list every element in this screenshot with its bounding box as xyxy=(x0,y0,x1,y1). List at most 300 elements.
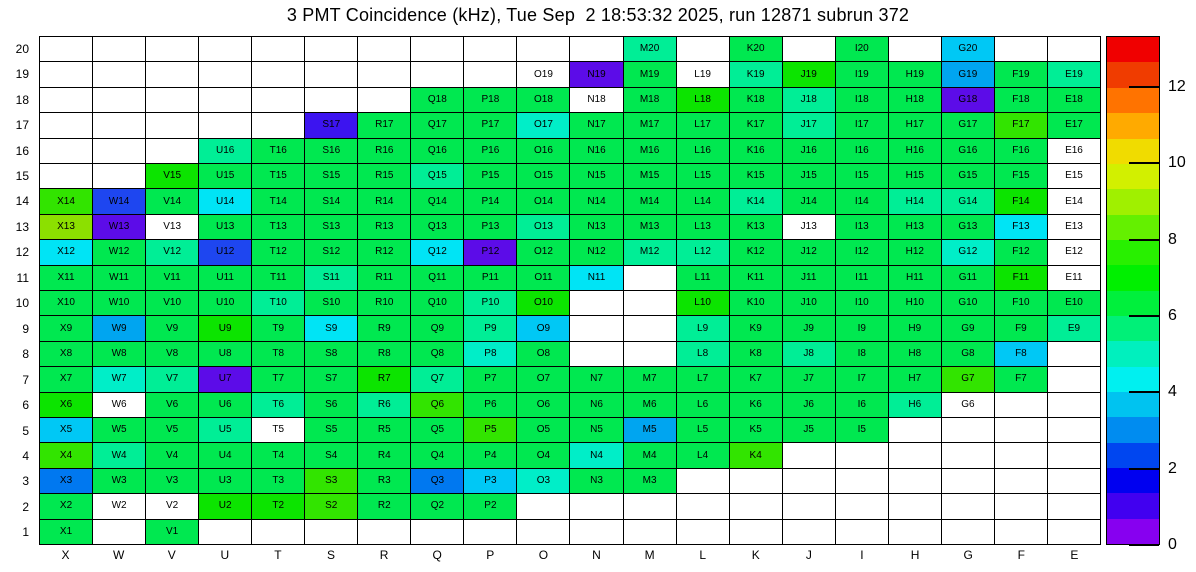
y-axis-label: 15 xyxy=(15,168,29,183)
heatmap-cell: K16 xyxy=(730,139,782,163)
heatmap-cell: S13 xyxy=(305,215,357,239)
heatmap-cell: S16 xyxy=(305,139,357,163)
x-axis-label: F xyxy=(1017,548,1025,562)
heatmap-cell: I17 xyxy=(836,113,888,137)
heatmap-cell: P13 xyxy=(464,215,516,239)
heatmap-cell: W11 xyxy=(93,266,145,290)
heatmap-cell xyxy=(199,520,251,544)
heatmap-cell xyxy=(40,113,92,137)
x-axis-label: Q xyxy=(432,548,442,562)
heatmap-cell xyxy=(1048,342,1100,366)
heatmap-cell: T15 xyxy=(252,164,304,188)
x-axis-label: H xyxy=(910,548,920,562)
heatmap-cell: N14 xyxy=(570,189,622,213)
x-axis-label: R xyxy=(379,548,389,562)
heatmap-cell xyxy=(1048,520,1100,544)
heatmap-cell: K5 xyxy=(730,418,782,442)
heatmap-cell xyxy=(358,62,410,86)
heatmap-cell: W6 xyxy=(93,393,145,417)
heatmap-cell: J18 xyxy=(783,88,835,112)
heatmap-cell: M16 xyxy=(624,139,676,163)
heatmap-cell xyxy=(570,316,622,340)
heatmap-cell: I16 xyxy=(836,139,888,163)
heatmap-cell: V10 xyxy=(146,291,198,315)
heatmap-cell: T12 xyxy=(252,240,304,264)
heatmap-cell: J15 xyxy=(783,164,835,188)
heatmap-cell xyxy=(305,62,357,86)
colorbar-tick xyxy=(1129,86,1159,88)
heatmap-cell: N15 xyxy=(570,164,622,188)
x-axis-label: U xyxy=(220,548,230,562)
heatmap-cell xyxy=(146,88,198,112)
heatmap-cell: F9 xyxy=(995,316,1047,340)
x-axis-label: J xyxy=(805,548,812,562)
heatmap-cell: O8 xyxy=(517,342,569,366)
heatmap-cell xyxy=(40,139,92,163)
heatmap-cell: Q12 xyxy=(411,240,463,264)
heatmap-cell: I20 xyxy=(836,37,888,61)
heatmap-cell: L4 xyxy=(677,443,729,467)
y-axis-label: 12 xyxy=(15,245,29,260)
heatmap-cell: M7 xyxy=(624,367,676,391)
x-axis-label: O xyxy=(538,548,549,562)
heatmap-cell: K15 xyxy=(730,164,782,188)
heatmap-cell: L15 xyxy=(677,164,729,188)
heatmap-cell xyxy=(464,37,516,61)
heatmap-cell: Q4 xyxy=(411,443,463,467)
heatmap-cell: J13 xyxy=(783,215,835,239)
heatmap-cell: G8 xyxy=(942,342,994,366)
heatmap-cell: N5 xyxy=(570,418,622,442)
heatmap-cell: E19 xyxy=(1048,62,1100,86)
heatmap-cell xyxy=(146,139,198,163)
heatmap-cell: R2 xyxy=(358,494,410,518)
heatmap-cell: W14 xyxy=(93,189,145,213)
heatmap-cell: T10 xyxy=(252,291,304,315)
heatmap-cell: T9 xyxy=(252,316,304,340)
heatmap-cell: G16 xyxy=(942,139,994,163)
heatmap-cell: R12 xyxy=(358,240,410,264)
heatmap-cell xyxy=(836,494,888,518)
colorbar-tick-labels xyxy=(1168,36,1196,553)
heatmap-cell: F8 xyxy=(995,342,1047,366)
heatmap-cell: R13 xyxy=(358,215,410,239)
heatmap-cell: H6 xyxy=(889,393,941,417)
y-axis-label: 14 xyxy=(15,194,29,209)
heatmap-cell xyxy=(995,469,1047,493)
heatmap-cell: M20 xyxy=(624,37,676,61)
heatmap-cell: E16 xyxy=(1048,139,1100,163)
heatmap-cell xyxy=(199,62,251,86)
heatmap-cell: T14 xyxy=(252,189,304,213)
heatmap-cell: L16 xyxy=(677,139,729,163)
heatmap-cell: U14 xyxy=(199,189,251,213)
heatmap-cell: W12 xyxy=(93,240,145,264)
heatmap-cell: G11 xyxy=(942,266,994,290)
colorbar-tick xyxy=(1129,468,1159,470)
heatmap-cell: W2 xyxy=(93,494,145,518)
heatmap-cell xyxy=(995,494,1047,518)
heatmap-cell xyxy=(517,494,569,518)
heatmap-cell xyxy=(464,62,516,86)
heatmap-cell: H11 xyxy=(889,266,941,290)
heatmap-cell: E12 xyxy=(1048,240,1100,264)
heatmap-cell xyxy=(889,520,941,544)
heatmap-cell: I8 xyxy=(836,342,888,366)
x-axis-label: X xyxy=(61,548,70,562)
x-axis-label: G xyxy=(963,548,973,562)
heatmap-cell: I5 xyxy=(836,418,888,442)
heatmap-cell: G18 xyxy=(942,88,994,112)
heatmap-cell: I9 xyxy=(836,316,888,340)
colorbar-tick xyxy=(1129,315,1159,317)
heatmap-cell: L14 xyxy=(677,189,729,213)
heatmap-cell: L11 xyxy=(677,266,729,290)
heatmap-cell xyxy=(570,291,622,315)
heatmap-cell: W10 xyxy=(93,291,145,315)
heatmap-cell: F19 xyxy=(995,62,1047,86)
heatmap-cell: K4 xyxy=(730,443,782,467)
heatmap-cell: X7 xyxy=(40,367,92,391)
heatmap-cell: P12 xyxy=(464,240,516,264)
heatmap-cell: X4 xyxy=(40,443,92,467)
heatmap-cell: O13 xyxy=(517,215,569,239)
heatmap-cell: W13 xyxy=(93,215,145,239)
heatmap-cell: P5 xyxy=(464,418,516,442)
colorbar-tick-label: 12 xyxy=(1168,77,1186,95)
heatmap-cell: M15 xyxy=(624,164,676,188)
heatmap-cell: S5 xyxy=(305,418,357,442)
heatmap-cell xyxy=(942,443,994,467)
heatmap-cell: J5 xyxy=(783,418,835,442)
heatmap-cell: K7 xyxy=(730,367,782,391)
x-axis-label: W xyxy=(112,548,125,562)
y-axis-label: 10 xyxy=(15,296,29,311)
heatmap-cell: N13 xyxy=(570,215,622,239)
heatmap-cell: K8 xyxy=(730,342,782,366)
heatmap-cell: J11 xyxy=(783,266,835,290)
heatmap-cell xyxy=(783,37,835,61)
heatmap-cell xyxy=(1048,367,1100,391)
heatmap-cell: N16 xyxy=(570,139,622,163)
heatmap-cell: J7 xyxy=(783,367,835,391)
y-axis-label: 17 xyxy=(15,118,29,133)
heatmap-cell: N11 xyxy=(570,266,622,290)
heatmap-cell: E11 xyxy=(1048,266,1100,290)
heatmap-cell xyxy=(305,88,357,112)
heatmap-cell: K18 xyxy=(730,88,782,112)
heatmap-cell: F11 xyxy=(995,266,1047,290)
heatmap-cell: F17 xyxy=(995,113,1047,137)
heatmap-cell: P7 xyxy=(464,367,516,391)
heatmap-cell xyxy=(730,520,782,544)
colorbar-tick-label: 10 xyxy=(1168,154,1186,172)
heatmap-cell xyxy=(995,37,1047,61)
heatmap-cell: P9 xyxy=(464,316,516,340)
y-axis-label: 2 xyxy=(22,499,29,514)
heatmap-cell: M3 xyxy=(624,469,676,493)
y-axis-label: 5 xyxy=(22,423,29,438)
heatmap-cell: H16 xyxy=(889,139,941,163)
heatmap-cell: I15 xyxy=(836,164,888,188)
heatmap-cell: S7 xyxy=(305,367,357,391)
heatmap-cell: S15 xyxy=(305,164,357,188)
heatmap-cell xyxy=(624,494,676,518)
heatmap-cell xyxy=(730,469,782,493)
heatmap-cell: G9 xyxy=(942,316,994,340)
heatmap-cell: Q14 xyxy=(411,189,463,213)
heatmap-cell xyxy=(305,520,357,544)
heatmap-cell: I7 xyxy=(836,367,888,391)
heatmap-cell: X12 xyxy=(40,240,92,264)
heatmap-cell: S17 xyxy=(305,113,357,137)
heatmap-cell: R11 xyxy=(358,266,410,290)
heatmap-plot-area xyxy=(39,36,1101,545)
heatmap-cell: G17 xyxy=(942,113,994,137)
heatmap-cell: X14 xyxy=(40,189,92,213)
heatmap-cell: Q8 xyxy=(411,342,463,366)
heatmap-cell: G20 xyxy=(942,37,994,61)
y-axis-label: 20 xyxy=(15,41,29,56)
heatmap-cell: Q17 xyxy=(411,113,463,137)
heatmap-cell: K6 xyxy=(730,393,782,417)
heatmap-cell: U7 xyxy=(199,367,251,391)
heatmap-cell: K9 xyxy=(730,316,782,340)
heatmap-cell xyxy=(146,62,198,86)
heatmap-cell: P17 xyxy=(464,113,516,137)
heatmap-cell: N18 xyxy=(570,88,622,112)
y-axis-label: 7 xyxy=(22,372,29,387)
heatmap-cell xyxy=(252,520,304,544)
heatmap-cell xyxy=(624,520,676,544)
heatmap-cell: L12 xyxy=(677,240,729,264)
heatmap-cell xyxy=(199,88,251,112)
heatmap-cell: N12 xyxy=(570,240,622,264)
heatmap-cell: Q15 xyxy=(411,164,463,188)
heatmap-cell: O16 xyxy=(517,139,569,163)
heatmap-cell: R5 xyxy=(358,418,410,442)
heatmap-cell: L13 xyxy=(677,215,729,239)
heatmap-cell: R10 xyxy=(358,291,410,315)
heatmap-cell: H14 xyxy=(889,189,941,213)
heatmap-cell: I6 xyxy=(836,393,888,417)
heatmap-cell: V4 xyxy=(146,443,198,467)
heatmap-cell xyxy=(995,520,1047,544)
heatmap-cell: U12 xyxy=(199,240,251,264)
heatmap-cell: U4 xyxy=(199,443,251,467)
heatmap-cell xyxy=(570,520,622,544)
heatmap-cell: V6 xyxy=(146,393,198,417)
heatmap-cell xyxy=(995,418,1047,442)
heatmap-cell: V11 xyxy=(146,266,198,290)
heatmap-cell: U2 xyxy=(199,494,251,518)
heatmap-cell: R16 xyxy=(358,139,410,163)
heatmap-cell: G7 xyxy=(942,367,994,391)
heatmap-cell xyxy=(252,113,304,137)
heatmap-cell: H13 xyxy=(889,215,941,239)
x-axis xyxy=(39,548,1101,564)
heatmap-cell: X9 xyxy=(40,316,92,340)
heatmap-cell: X10 xyxy=(40,291,92,315)
heatmap-cell: O9 xyxy=(517,316,569,340)
heatmap-cell xyxy=(570,37,622,61)
y-axis-label: 8 xyxy=(22,347,29,362)
heatmap-cell xyxy=(570,342,622,366)
heatmap-cell: P16 xyxy=(464,139,516,163)
heatmap-cell xyxy=(411,62,463,86)
heatmap-cell xyxy=(889,443,941,467)
y-axis-label: 3 xyxy=(22,474,29,489)
y-axis-label: 11 xyxy=(16,270,29,285)
heatmap-cell: T11 xyxy=(252,266,304,290)
heatmap-cell: T2 xyxy=(252,494,304,518)
x-axis-label: T xyxy=(274,548,282,562)
heatmap-cell: T7 xyxy=(252,367,304,391)
heatmap-cell: I18 xyxy=(836,88,888,112)
x-axis-label: K xyxy=(751,548,760,562)
heatmap-cell: J9 xyxy=(783,316,835,340)
y-axis-label: 13 xyxy=(15,219,29,234)
heatmap-cell: N3 xyxy=(570,469,622,493)
heatmap-cell xyxy=(411,520,463,544)
heatmap-cell: T16 xyxy=(252,139,304,163)
heatmap-cell: L9 xyxy=(677,316,729,340)
heatmap-cell: E10 xyxy=(1048,291,1100,315)
heatmap-cell: T5 xyxy=(252,418,304,442)
heatmap-cell: O18 xyxy=(517,88,569,112)
heatmap-cell: Q3 xyxy=(411,469,463,493)
heatmap-cell: T13 xyxy=(252,215,304,239)
colorbar-tick-label: 6 xyxy=(1168,306,1177,324)
heatmap-cell: M17 xyxy=(624,113,676,137)
heatmap-cell: H9 xyxy=(889,316,941,340)
heatmap-cell: O19 xyxy=(517,62,569,86)
heatmap-cell: P8 xyxy=(464,342,516,366)
heatmap-cell: U5 xyxy=(199,418,251,442)
heatmap-cell xyxy=(93,88,145,112)
heatmap-cell xyxy=(624,266,676,290)
x-axis-label: S xyxy=(327,548,336,562)
heatmap-cell: J16 xyxy=(783,139,835,163)
heatmap-cell xyxy=(358,88,410,112)
heatmap-cell: Q10 xyxy=(411,291,463,315)
heatmap-cell: N6 xyxy=(570,393,622,417)
heatmap-cell: W9 xyxy=(93,316,145,340)
heatmap-cell: F14 xyxy=(995,189,1047,213)
heatmap-cell xyxy=(783,494,835,518)
heatmap-cell: E14 xyxy=(1048,189,1100,213)
y-axis-label: 6 xyxy=(22,398,29,413)
chart-title: 3 PMT Coincidence (kHz), Tue Sep 2 18:53:32 2025, run 12871 subrun 372 xyxy=(286,5,910,25)
heatmap-cell xyxy=(93,62,145,86)
heatmap-cell: G6 xyxy=(942,393,994,417)
x-axis-label: V xyxy=(167,548,176,562)
heatmap-cell: N19 xyxy=(570,62,622,86)
heatmap-cell: L10 xyxy=(677,291,729,315)
heatmap-cell: O6 xyxy=(517,393,569,417)
heatmap-cell: H17 xyxy=(889,113,941,137)
heatmap-cell: I13 xyxy=(836,215,888,239)
heatmap-cell: J19 xyxy=(783,62,835,86)
heatmap-cell: U13 xyxy=(199,215,251,239)
heatmap-cell xyxy=(93,139,145,163)
heatmap-cell: K12 xyxy=(730,240,782,264)
heatmap-cell: H18 xyxy=(889,88,941,112)
heatmap-cell: W8 xyxy=(93,342,145,366)
colorbar-tick xyxy=(1129,391,1159,393)
heatmap-cell: Q18 xyxy=(411,88,463,112)
heatmap-cell xyxy=(199,37,251,61)
heatmap-cell: O3 xyxy=(517,469,569,493)
y-axis-label: 9 xyxy=(22,321,29,336)
heatmap-cell: W3 xyxy=(93,469,145,493)
heatmap-cell: H19 xyxy=(889,62,941,86)
heatmap-cell: N17 xyxy=(570,113,622,137)
heatmap-cell: O14 xyxy=(517,189,569,213)
colorbar-tick-label: 8 xyxy=(1168,230,1177,248)
heatmap-cell: J12 xyxy=(783,240,835,264)
heatmap-cell xyxy=(889,418,941,442)
heatmap-cell xyxy=(40,62,92,86)
heatmap-cell: H7 xyxy=(889,367,941,391)
heatmap-cell: I19 xyxy=(836,62,888,86)
heatmap-cell: M18 xyxy=(624,88,676,112)
heatmap-cell: I10 xyxy=(836,291,888,315)
heatmap-cell: P11 xyxy=(464,266,516,290)
heatmap-cell xyxy=(836,443,888,467)
heatmap-cell xyxy=(889,469,941,493)
heatmap-cell: E17 xyxy=(1048,113,1100,137)
heatmap-cell: X1 xyxy=(40,520,92,544)
heatmap-cell: L5 xyxy=(677,418,729,442)
heatmap-cell xyxy=(464,520,516,544)
heatmap-cell: F12 xyxy=(995,240,1047,264)
heatmap-cell: U8 xyxy=(199,342,251,366)
heatmap-cell: R14 xyxy=(358,189,410,213)
heatmap-cell: V3 xyxy=(146,469,198,493)
heatmap-cell xyxy=(836,469,888,493)
heatmap-cell xyxy=(624,291,676,315)
heatmap-cell xyxy=(677,494,729,518)
heatmap-cell xyxy=(1048,418,1100,442)
heatmap-cell: J6 xyxy=(783,393,835,417)
heatmap-cell xyxy=(252,62,304,86)
heatmap-cell: P6 xyxy=(464,393,516,417)
heatmap-cell xyxy=(677,469,729,493)
heatmap-cell: P18 xyxy=(464,88,516,112)
heatmap-cell xyxy=(199,113,251,137)
heatmap-cell xyxy=(252,88,304,112)
heatmap-cell: M6 xyxy=(624,393,676,417)
heatmap-cell: M14 xyxy=(624,189,676,213)
colorbar-tick xyxy=(1129,544,1159,546)
heatmap-cell: Q6 xyxy=(411,393,463,417)
colorbar-tick-label: 0 xyxy=(1168,536,1177,553)
x-axis-label: M xyxy=(644,548,655,562)
heatmap-cell: V14 xyxy=(146,189,198,213)
heatmap-cell: T8 xyxy=(252,342,304,366)
heatmap-cell: K10 xyxy=(730,291,782,315)
heatmap-cell xyxy=(995,393,1047,417)
heatmap-cell: S11 xyxy=(305,266,357,290)
x-axis-label: E xyxy=(1070,548,1079,562)
heatmap-cell: V13 xyxy=(146,215,198,239)
heatmap-cell xyxy=(1048,494,1100,518)
heatmap-cell: P2 xyxy=(464,494,516,518)
y-axis-label: 16 xyxy=(15,143,29,158)
heatmap-cell: X5 xyxy=(40,418,92,442)
heatmap-cell: N7 xyxy=(570,367,622,391)
